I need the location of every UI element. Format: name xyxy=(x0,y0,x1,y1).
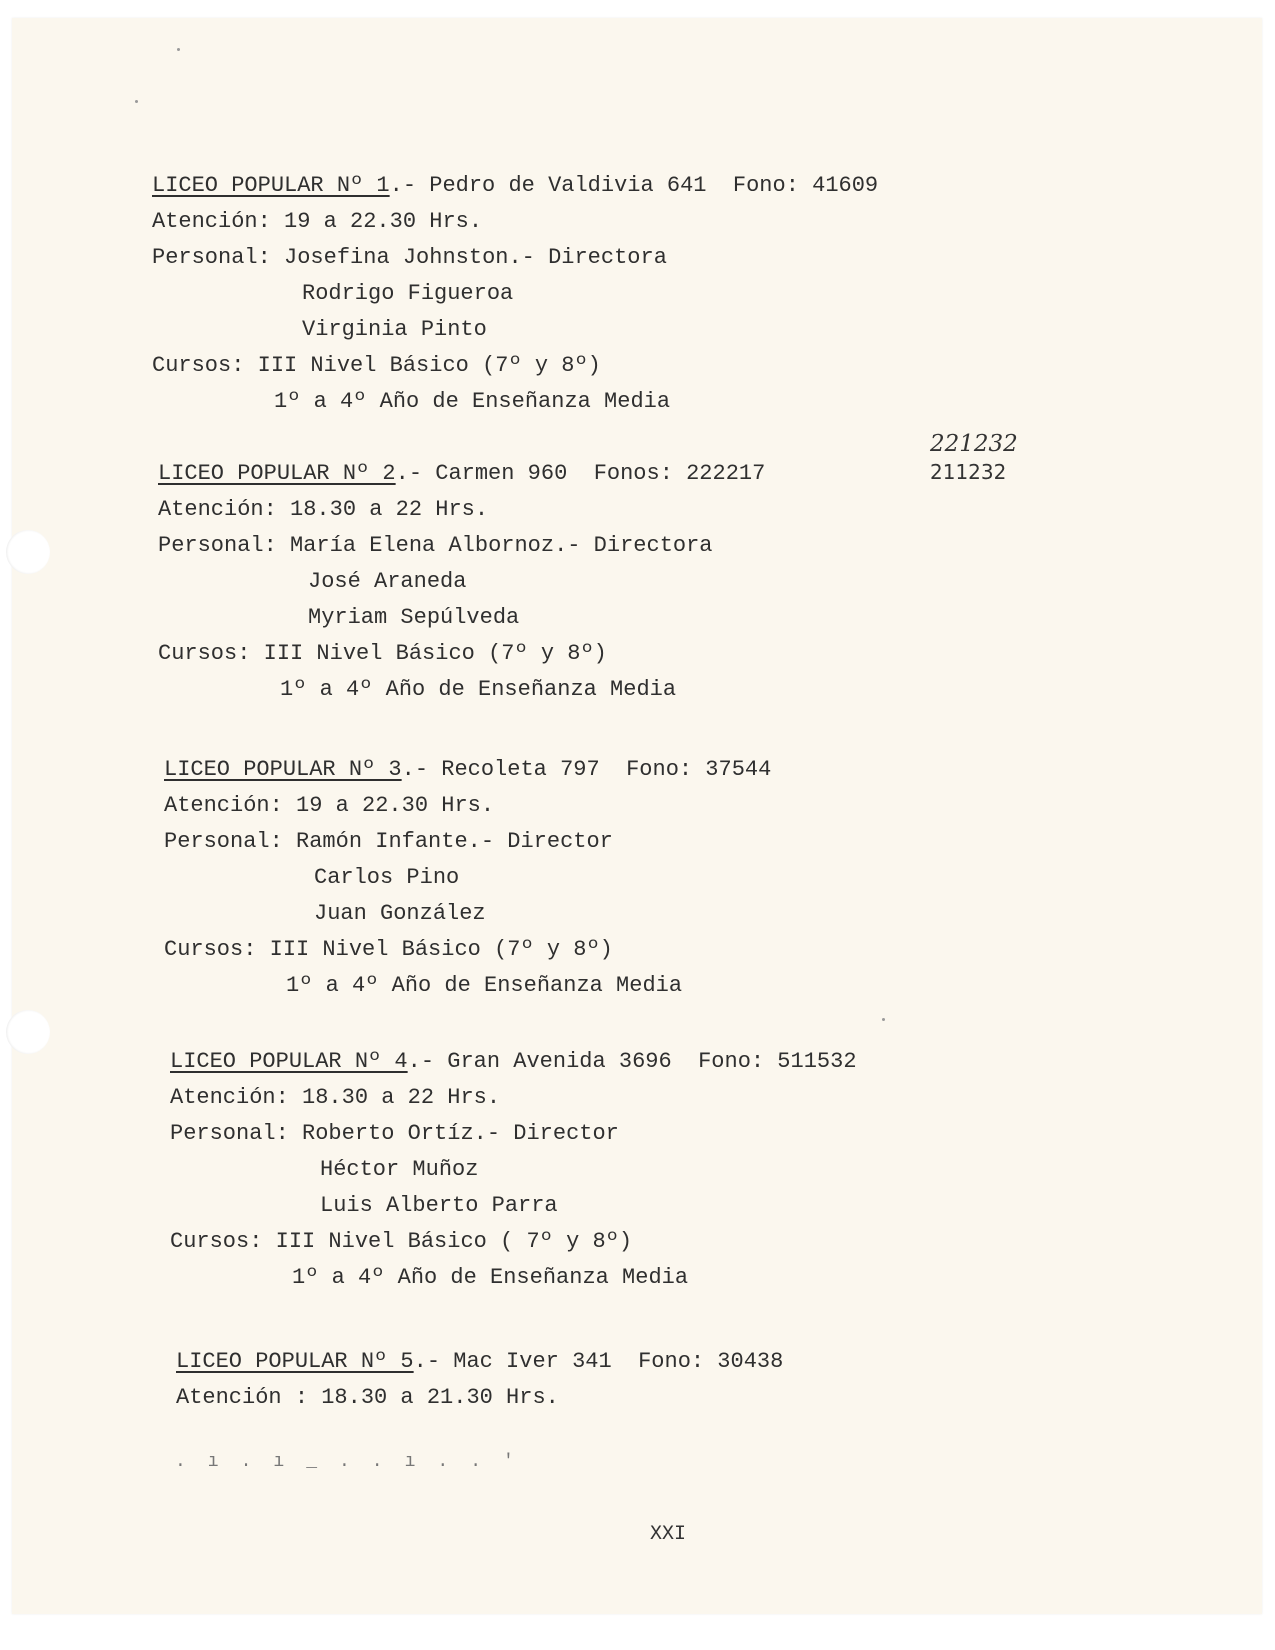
courses-label: Cursos: xyxy=(158,641,251,666)
staff-member: Carlos Pino xyxy=(314,865,460,890)
staff-label: Personal: xyxy=(170,1121,289,1146)
school-address: .- Gran Avenida 3696 xyxy=(407,1049,672,1074)
courses-line xyxy=(158,636,765,672)
page-number: XXI xyxy=(650,1523,687,1546)
courses-line xyxy=(170,1224,857,1260)
staff-member: Myriam Sepúlveda xyxy=(308,605,520,630)
courses-line xyxy=(152,348,878,384)
school-entry-5 xyxy=(176,1344,783,1416)
course-item: III Nivel Básico (7º y 8º) xyxy=(269,937,613,962)
staff-member: Rodrigo Figueroa xyxy=(302,281,514,306)
staff-member: Josefina Johnston.- Directora xyxy=(284,245,667,270)
school-entry-4 xyxy=(170,1044,857,1296)
staff-line xyxy=(152,240,878,276)
staff-member: María Elena Albornoz.- Directora xyxy=(290,533,713,558)
school-phone: Fono: 30438 xyxy=(638,1349,784,1374)
staff-member: Ramón Infante.- Director xyxy=(296,829,613,854)
course-item: 1º a 4º Año de Enseñanza Media xyxy=(280,677,677,702)
courses-label: Cursos: xyxy=(170,1229,263,1254)
phone-extra: 211232 xyxy=(930,460,1007,484)
staff-label: Personal: xyxy=(158,533,277,558)
paper-speck xyxy=(135,100,138,103)
school-entry-2 xyxy=(158,456,765,708)
school-phone: Fono: 511532 xyxy=(698,1049,857,1074)
paper-speck xyxy=(177,48,180,51)
school-name: LICEO POPULAR Nº 1 xyxy=(152,173,390,198)
staff-member: José Araneda xyxy=(308,569,467,594)
staff-member: Virginia Pinto xyxy=(302,317,487,342)
phone-annotation xyxy=(930,430,1018,486)
school-header xyxy=(152,168,878,204)
school-phone: Fonos: 222217 xyxy=(593,461,766,486)
staff-member: Juan González xyxy=(314,901,486,926)
paper-speck xyxy=(882,1018,885,1021)
school-entry-3 xyxy=(164,752,771,1004)
courses-label: Cursos: xyxy=(152,353,245,378)
school-name: LICEO POPULAR Nº 5 xyxy=(176,1349,414,1374)
school-header xyxy=(164,752,771,788)
school-address: .- Recoleta 797 xyxy=(401,757,600,782)
school-hours: Atención : 18.30 a 21.30 Hrs. xyxy=(176,1385,559,1410)
school-phone: Fono: 41609 xyxy=(732,173,879,198)
course-item: 1º a 4º Año de Enseñanza Media xyxy=(286,973,683,998)
school-address: .- Pedro de Valdivia 641 xyxy=(389,173,707,198)
school-address: .- Carmen 960 xyxy=(395,461,568,486)
course-item: III Nivel Básico (7º y 8º) xyxy=(257,353,601,378)
school-name: LICEO POPULAR Nº 4 xyxy=(170,1049,408,1074)
school-hours: Atención: 18.30 a 22 Hrs. xyxy=(158,497,489,522)
school-hours: Atención: 19 a 22.30 Hrs. xyxy=(152,209,483,234)
courses-line xyxy=(164,932,771,968)
school-address: .- Mac Iver 341 xyxy=(413,1349,612,1374)
courses-label: Cursos: xyxy=(164,937,257,962)
school-header xyxy=(176,1344,783,1380)
faded-type-marks: .ı.ı_..ı..' xyxy=(175,1452,536,1472)
school-entry-1 xyxy=(152,168,878,420)
staff-line xyxy=(164,824,771,860)
school-header xyxy=(170,1044,857,1080)
staff-line xyxy=(170,1116,857,1152)
course-item: III Nivel Básico (7º y 8º) xyxy=(263,641,607,666)
school-header xyxy=(158,456,765,492)
school-hours: Atención: 19 a 22.30 Hrs. xyxy=(164,793,495,818)
staff-label: Personal: xyxy=(152,245,271,270)
punch-hole xyxy=(6,530,50,574)
school-hours: Atención: 18.30 a 22 Hrs. xyxy=(170,1085,501,1110)
staff-member: Héctor Muñoz xyxy=(320,1157,479,1182)
staff-member: Luis Alberto Parra xyxy=(320,1193,558,1218)
handwritten-note: 221232 xyxy=(930,431,1018,457)
staff-line xyxy=(158,528,765,564)
course-item: 1º a 4º Año de Enseñanza Media xyxy=(274,389,671,414)
school-phone: Fono: 37544 xyxy=(626,757,772,782)
course-item: III Nivel Básico ( 7º y 8º) xyxy=(275,1229,633,1254)
school-name: LICEO POPULAR Nº 2 xyxy=(158,461,396,486)
punch-hole xyxy=(6,1010,50,1054)
staff-label: Personal: xyxy=(164,829,283,854)
course-item: 1º a 4º Año de Enseñanza Media xyxy=(292,1265,689,1290)
staff-member: Roberto Ortíz.- Director xyxy=(302,1121,619,1146)
school-name: LICEO POPULAR Nº 3 xyxy=(164,757,402,782)
